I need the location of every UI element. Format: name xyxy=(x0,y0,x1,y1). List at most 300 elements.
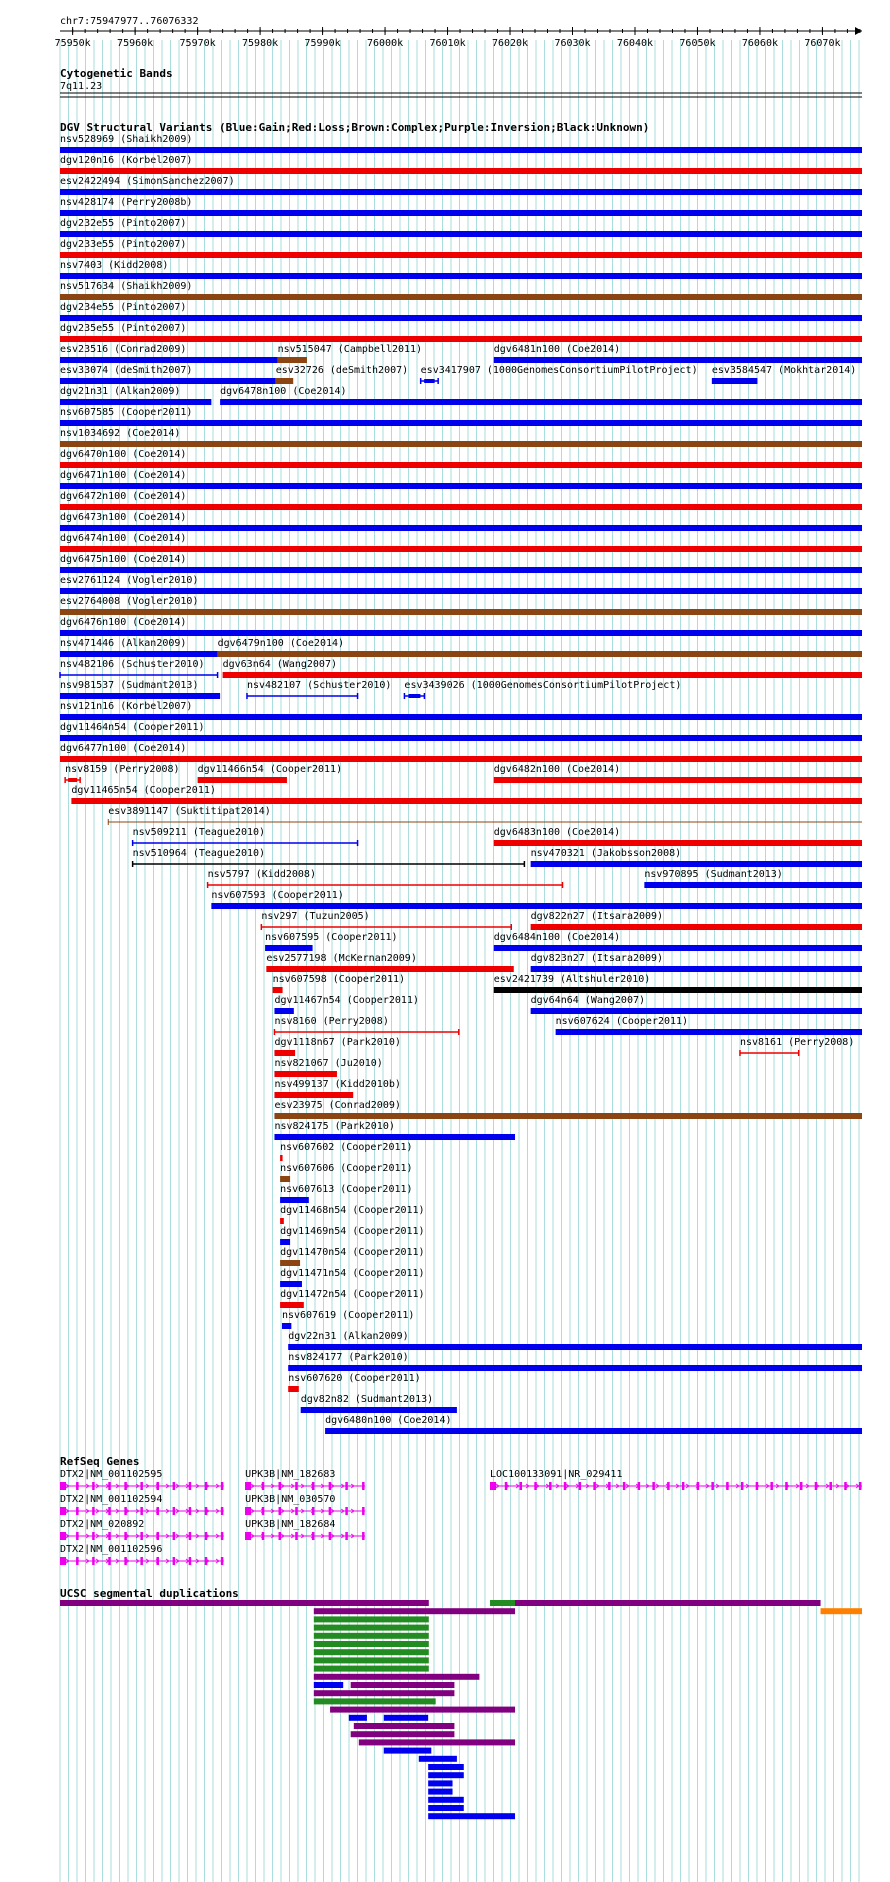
dgv-feature[interactable] xyxy=(280,1184,412,1203)
dgv-feature[interactable] xyxy=(288,1352,862,1371)
gene-exon xyxy=(124,1532,127,1540)
dgv-feature-bar[interactable] xyxy=(494,777,862,783)
refseq-gene[interactable] xyxy=(490,1469,862,1490)
segdup-block[interactable] xyxy=(349,1715,367,1721)
dgv-feature[interactable] xyxy=(280,1163,412,1182)
dgv-feature-bar[interactable] xyxy=(60,336,862,342)
dgv-feature-label: nsv607595 (Cooper2011) xyxy=(265,932,398,943)
dgv-feature-label: dgv6474n100 (Coe2014) xyxy=(60,533,187,544)
gene-exon xyxy=(124,1507,127,1515)
dgv-feature[interactable] xyxy=(60,176,862,195)
dgv-feature[interactable] xyxy=(247,680,392,699)
dgv-feature-bar[interactable] xyxy=(60,630,862,636)
dgv-feature[interactable] xyxy=(494,827,862,846)
gene-exon xyxy=(295,1507,298,1515)
gene-exon xyxy=(92,1482,95,1490)
dgv-feature[interactable] xyxy=(60,554,862,573)
dgv-feature-label: dgv120n16 (Korbel2007) xyxy=(60,155,193,166)
dgv-feature[interactable] xyxy=(288,1331,862,1350)
dgv-feature-bar[interactable] xyxy=(198,777,287,783)
dgv-feature[interactable] xyxy=(60,449,862,468)
dgv-feature[interactable] xyxy=(421,365,698,384)
dgv-feature-bar[interactable] xyxy=(280,1176,290,1182)
segdup-block[interactable] xyxy=(314,1641,429,1647)
dgv-feature-label: esv32726 (deSmith2007) xyxy=(275,365,409,376)
dgv-feature-bar[interactable] xyxy=(274,1113,862,1119)
dgv-feature-bar[interactable] xyxy=(60,546,862,552)
gene-exon xyxy=(173,1507,176,1515)
dgv-feature[interactable] xyxy=(211,890,862,909)
refseq-gene-label: UPK3B|NM_182684 xyxy=(245,1519,336,1530)
gene-exon xyxy=(623,1482,626,1490)
dgv-feature-bar[interactable] xyxy=(60,609,862,615)
gene-exon xyxy=(329,1532,332,1540)
refseq-gene[interactable] xyxy=(60,1519,224,1540)
dgv-feature-label: dgv6470n100 (Coe2014) xyxy=(60,449,187,460)
gene-exon xyxy=(92,1532,95,1540)
dgv-feature[interactable] xyxy=(282,1310,414,1329)
dgv-feature-bar[interactable] xyxy=(280,1197,309,1203)
dgv-feature-bar[interactable] xyxy=(60,756,862,762)
dgv-feature[interactable] xyxy=(280,1247,425,1266)
dgv-feature-bar[interactable] xyxy=(60,252,862,258)
dgv-feature[interactable] xyxy=(60,197,862,216)
dgv-feature-bar[interactable] xyxy=(556,1029,862,1035)
refseq-gene[interactable] xyxy=(60,1469,224,1490)
segdup-block[interactable] xyxy=(428,1805,464,1811)
dgv-feature-label: esv3891147 (Suktitipat2014) xyxy=(108,806,271,817)
gene-exon xyxy=(741,1482,744,1490)
dgv-feature[interactable] xyxy=(404,680,681,699)
dgv-feature[interactable] xyxy=(133,848,525,867)
dgv-feature-bar[interactable] xyxy=(60,420,862,426)
dgv-feature-label: dgv6477n100 (Coe2014) xyxy=(60,743,187,754)
dgv-feature-label: nsv528969 (Shaikh2009) xyxy=(60,134,193,145)
dgv-feature-bar[interactable] xyxy=(280,1302,304,1308)
dgv-feature-bar[interactable] xyxy=(60,147,862,153)
dgv-feature[interactable] xyxy=(276,365,408,384)
segdup-blocks[interactable] xyxy=(60,1600,862,1819)
dgv-feature[interactable] xyxy=(60,365,276,384)
dgv-feature-label: nsv515047 (Campbell2011) xyxy=(277,344,423,355)
dgv-feature-bar[interactable] xyxy=(274,1050,295,1056)
gene-exon xyxy=(279,1507,282,1515)
dgv-feature-bar[interactable] xyxy=(278,357,307,363)
gene-exon xyxy=(140,1482,143,1490)
dgv-feature-label: esv3584547 (Mokhtar2014) xyxy=(711,365,857,376)
dgv-feature[interactable] xyxy=(60,386,211,405)
position-text: chr7:75947977..76076332 xyxy=(60,16,199,27)
gene-exon xyxy=(345,1482,348,1490)
gene-utr xyxy=(60,1482,66,1490)
segdup-block[interactable] xyxy=(490,1600,515,1606)
dgv-feature[interactable] xyxy=(274,995,419,1014)
gene-exon xyxy=(295,1482,298,1490)
dgv-feature-bar[interactable] xyxy=(60,483,862,489)
dgv-feature-bar[interactable] xyxy=(60,441,862,447)
dgv-feature-bar[interactable] xyxy=(273,987,283,993)
dgv-feature[interactable] xyxy=(60,638,218,657)
dgv-feature[interactable] xyxy=(644,869,862,888)
dgv-feature[interactable] xyxy=(60,491,862,510)
gene-utr xyxy=(245,1532,251,1540)
segdup-block[interactable] xyxy=(428,1772,464,1778)
dgv-feature[interactable] xyxy=(494,932,862,951)
segdup-block[interactable] xyxy=(314,1649,429,1655)
dgv-feature[interactable] xyxy=(740,1037,854,1056)
segdup-block[interactable] xyxy=(314,1657,429,1663)
dgv-feature-label: nsv297 (Tuzun2005) xyxy=(261,911,370,922)
dgv-feature-bar[interactable] xyxy=(60,588,862,594)
gene-exon xyxy=(711,1482,714,1490)
dgv-feature-label: dgv11464n54 (Cooper2011) xyxy=(60,722,205,733)
dgv-feature-bar[interactable] xyxy=(218,651,862,657)
segdup-block[interactable] xyxy=(314,1698,436,1704)
segdup-block[interactable] xyxy=(384,1748,431,1754)
dgv-feature-label: esv23516 (Conrad2009) xyxy=(60,344,187,355)
dgv-feature[interactable] xyxy=(60,323,862,342)
gene-exon xyxy=(205,1482,208,1490)
dgv-feature-bar[interactable] xyxy=(494,840,862,846)
dgv-feature[interactable] xyxy=(288,1373,420,1392)
gene-exon xyxy=(362,1507,365,1515)
position-ruler[interactable] xyxy=(55,16,862,49)
ruler-tick-label: 76000k xyxy=(366,38,404,49)
segdup-block[interactable] xyxy=(428,1813,515,1819)
refseq-gene[interactable] xyxy=(245,1494,365,1515)
dgv-feature[interactable] xyxy=(261,911,511,930)
gene-exon xyxy=(534,1482,537,1490)
gene-exon xyxy=(770,1482,773,1490)
dgv-feature-label: nsv7403 (Kidd2008) xyxy=(60,260,169,271)
ruler-tick-label: 76070k xyxy=(804,38,841,49)
dgv-feature-bar[interactable] xyxy=(60,399,211,405)
dgv-feature-bar[interactable] xyxy=(276,378,293,384)
gene-exon xyxy=(362,1532,365,1540)
segdup-block[interactable] xyxy=(351,1731,455,1737)
dgv-feature-bar[interactable] xyxy=(266,966,513,972)
ruler-tick-label: 76050k xyxy=(679,38,716,49)
gene-exon xyxy=(76,1507,79,1515)
dgv-feature-label: dgv64n64 (Wang2007) xyxy=(530,995,646,1006)
refseq-gene-label: DTX2|NM_001102596 xyxy=(60,1544,163,1555)
refseq-gene[interactable] xyxy=(245,1469,365,1490)
dgv-feature-label: dgv82n82 (Sudmant2013) xyxy=(300,1394,434,1405)
segdup-block[interactable] xyxy=(515,1600,821,1606)
segdup-block[interactable] xyxy=(351,1682,455,1688)
segdup-track[interactable] xyxy=(60,1587,862,1819)
dgv-feature-bar[interactable] xyxy=(288,1344,862,1350)
dgv-feature-label: nsv607585 (Cooper2011) xyxy=(60,407,193,418)
dgv-feature-bar[interactable] xyxy=(280,1239,290,1245)
dgv-feature[interactable] xyxy=(265,932,397,951)
refseq-gene-label: UPK3B|NM_030570 xyxy=(245,1494,336,1505)
segdup-block[interactable] xyxy=(314,1682,343,1688)
dgv-feature[interactable] xyxy=(60,743,862,762)
dgv-feature-bar[interactable] xyxy=(531,861,862,867)
dgv-feature[interactable] xyxy=(280,1205,425,1224)
dgv-feature-label: nsv499137 (Kidd2010b) xyxy=(274,1079,401,1090)
dgv-features[interactable] xyxy=(60,134,862,1434)
dgv-feature-label: nsv607593 (Cooper2011) xyxy=(211,890,344,901)
gene-exon xyxy=(726,1482,729,1490)
dgv-feature[interactable] xyxy=(280,1268,425,1287)
dgv-feature-bar[interactable] xyxy=(274,1134,515,1140)
dgv-feature[interactable] xyxy=(280,1289,425,1308)
dgv-feature-bar[interactable] xyxy=(531,966,862,972)
gene-exon xyxy=(520,1482,523,1490)
dgv-track[interactable] xyxy=(60,121,862,1434)
dgv-feature-label: nsv517634 (Shaikh2009) xyxy=(60,281,193,292)
dgv-feature-bar[interactable] xyxy=(282,1323,291,1329)
gene-exon xyxy=(124,1557,127,1565)
segdup-block[interactable] xyxy=(60,1600,429,1606)
dgv-feature-bar[interactable] xyxy=(60,525,862,531)
ruler-tick-label: 76010k xyxy=(429,38,466,49)
dgv-feature[interactable] xyxy=(531,848,862,867)
dgv-feature-label: dgv21n31 (Alkan2009) xyxy=(60,386,181,397)
dgv-feature-label: dgv6479n100 (Coe2014) xyxy=(217,638,345,649)
dgv-feature-label: nsv509211 (Teague2010) xyxy=(132,827,266,838)
dgv-feature-bar[interactable] xyxy=(60,273,862,279)
dgv-feature-bar[interactable] xyxy=(223,672,862,678)
dgv-feature[interactable] xyxy=(60,218,862,237)
segdup-block[interactable] xyxy=(354,1723,455,1729)
dgv-feature[interactable] xyxy=(60,533,862,552)
dgv-feature[interactable] xyxy=(274,1058,382,1077)
dgv-feature-bar[interactable] xyxy=(60,567,862,573)
segdup-block[interactable] xyxy=(314,1608,515,1614)
dgv-feature[interactable] xyxy=(60,155,862,174)
dgv-feature[interactable] xyxy=(325,1415,862,1434)
dgv-feature-label: dgv63n64 (Wang2007) xyxy=(222,659,337,670)
segdup-block[interactable] xyxy=(314,1674,480,1680)
dgv-feature-label: dgv6481n100 (Coe2014) xyxy=(493,344,621,355)
dgv-feature[interactable] xyxy=(60,680,220,699)
dgv-feature-bar[interactable] xyxy=(60,378,276,384)
ruler-arrow-icon xyxy=(855,27,862,35)
gene-exon xyxy=(829,1482,832,1490)
dgv-feature-bar[interactable] xyxy=(301,1407,457,1413)
dgv-feature[interactable] xyxy=(274,1121,515,1140)
dgv-feature[interactable] xyxy=(60,239,862,258)
dgv-feature-bar[interactable] xyxy=(274,1092,353,1098)
dgv-feature-bar[interactable] xyxy=(494,357,862,363)
segdup-block[interactable] xyxy=(428,1780,452,1786)
gene-exon xyxy=(505,1482,508,1490)
dgv-feature-bar[interactable] xyxy=(60,504,862,510)
dgv-feature-bar[interactable] xyxy=(220,399,862,405)
dgv-feature-bar[interactable] xyxy=(60,693,220,699)
dgv-feature[interactable] xyxy=(60,701,862,720)
dgv-feature[interactable] xyxy=(494,974,862,993)
gene-exon xyxy=(221,1532,224,1540)
dgv-feature-bar[interactable] xyxy=(60,168,862,174)
dgv-feature[interactable] xyxy=(494,344,862,363)
segdup-block[interactable] xyxy=(384,1715,428,1721)
dgv-feature[interactable] xyxy=(60,470,862,489)
dgv-feature[interactable] xyxy=(71,785,862,804)
dgv-feature[interactable] xyxy=(60,722,862,741)
segdup-block[interactable] xyxy=(314,1690,455,1696)
segdup-block[interactable] xyxy=(314,1633,429,1639)
dgv-feature-bar[interactable] xyxy=(60,357,278,363)
refseq-gene-label: DTX2|NM_020892 xyxy=(60,1519,145,1530)
dgv-feature-label: nsv482107 (Schuster2010) xyxy=(246,680,392,691)
dgv-feature-bar[interactable] xyxy=(288,1386,299,1392)
dgv-feature-bar[interactable] xyxy=(325,1428,862,1434)
segdup-block[interactable] xyxy=(821,1608,862,1614)
refseq-gene[interactable] xyxy=(60,1494,224,1515)
segdup-block[interactable] xyxy=(428,1789,452,1795)
gene-exon xyxy=(279,1532,282,1540)
cytoband-label: 7q11.23 xyxy=(60,81,103,92)
dgv-feature[interactable] xyxy=(60,344,278,363)
dgv-feature-bar[interactable] xyxy=(274,1071,336,1077)
dgv-feature[interactable] xyxy=(60,260,862,279)
dgv-feature-bar[interactable] xyxy=(60,735,862,741)
dgv-feature[interactable] xyxy=(223,659,862,678)
gene-exon xyxy=(76,1482,79,1490)
dgv-feature-label: nsv428174 (Perry2008b) xyxy=(60,197,193,208)
dgv-feature-label: nsv607606 (Cooper2011) xyxy=(280,1163,413,1174)
dgv-feature[interactable] xyxy=(60,617,862,636)
dgv-feature[interactable] xyxy=(531,911,862,930)
dgv-feature-label: dgv11468n54 (Cooper2011) xyxy=(280,1205,425,1216)
dgv-feature[interactable] xyxy=(60,596,862,615)
dgv-feature-label: nsv1034692 (Coe2014) xyxy=(60,428,181,439)
dgv-feature[interactable] xyxy=(274,1016,458,1035)
gene-exon xyxy=(815,1482,818,1490)
dgv-feature-bar[interactable] xyxy=(60,714,862,720)
dgv-feature-label: nsv482106 (Schuster2010) xyxy=(60,659,205,670)
dgv-feature-bar[interactable] xyxy=(60,651,218,657)
dgv-feature-bar[interactable] xyxy=(494,945,862,951)
refseq-gene[interactable] xyxy=(60,1544,224,1565)
dgv-feature[interactable] xyxy=(60,281,862,300)
gene-exon xyxy=(844,1482,847,1490)
dgv-feature[interactable] xyxy=(301,1394,457,1413)
dgv-feature[interactable] xyxy=(60,659,218,678)
dgv-feature-bar[interactable] xyxy=(280,1281,302,1287)
dgv-feature-label: nsv607620 (Cooper2011) xyxy=(288,1373,421,1384)
ruler-tick-label: 76020k xyxy=(491,38,529,49)
dgv-feature[interactable] xyxy=(494,764,862,783)
dgv-feature[interactable] xyxy=(60,134,862,153)
dgv-feature[interactable] xyxy=(60,575,862,594)
dgv-feature[interactable] xyxy=(60,512,862,531)
gene-exon xyxy=(345,1532,348,1540)
segdup-block[interactable] xyxy=(428,1797,464,1803)
segdup-block[interactable] xyxy=(419,1756,457,1762)
dgv-feature-label: dgv6483n100 (Coe2014) xyxy=(493,827,621,838)
dgv-feature[interactable] xyxy=(280,1226,425,1245)
gene-exon xyxy=(593,1482,596,1490)
refseq-track[interactable] xyxy=(60,1455,862,1565)
dgv-feature-label: dgv6476n100 (Coe2014) xyxy=(60,617,187,628)
dgv-feature-label: dgv233e55 (Pinto2007) xyxy=(60,239,187,250)
segdup-block[interactable] xyxy=(314,1616,429,1622)
dgv-feature-bar[interactable] xyxy=(60,210,862,216)
dgv-feature-bar[interactable] xyxy=(288,1365,862,1371)
dgv-feature[interactable] xyxy=(274,1079,400,1098)
segdup-block[interactable] xyxy=(314,1666,429,1672)
dgv-feature-bar[interactable] xyxy=(274,1008,293,1014)
segdup-block[interactable] xyxy=(359,1739,515,1745)
segdup-block[interactable] xyxy=(314,1625,429,1631)
gene-exon xyxy=(124,1482,127,1490)
dgv-feature-label: dgv6471n100 (Coe2014) xyxy=(60,470,187,481)
dgv-feature-label: dgv6475n100 (Coe2014) xyxy=(60,554,187,565)
gene-exon xyxy=(564,1482,567,1490)
dgv-feature[interactable] xyxy=(198,764,342,783)
ruler-tick-label: 75980k xyxy=(242,38,279,49)
dgv-feature-label: nsv121n16 (Korbel2007) xyxy=(60,701,193,712)
gene-exon xyxy=(682,1482,685,1490)
dgv-feature[interactable] xyxy=(60,428,862,447)
dgv-feature[interactable] xyxy=(208,869,563,888)
dgv-feature-label: nsv470321 (Jakobsson2008) xyxy=(530,848,682,859)
dgv-feature-label: dgv822n27 (Itsara2009) xyxy=(530,911,664,922)
dgv-feature[interactable] xyxy=(273,974,405,993)
refseq-gene[interactable] xyxy=(245,1519,365,1540)
dgv-feature-bar[interactable] xyxy=(60,462,862,468)
ruler-tick-label: 75950k xyxy=(54,38,91,49)
dgv-feature-bar[interactable] xyxy=(280,1155,282,1161)
dgv-feature-bar[interactable] xyxy=(280,1218,284,1224)
gene-utr xyxy=(245,1507,251,1515)
dgv-feature-label: dgv1118n67 (Park2010) xyxy=(274,1037,401,1048)
gene-utr xyxy=(60,1507,66,1515)
dgv-feature-bar[interactable] xyxy=(71,798,862,804)
dgv-feature-bar[interactable] xyxy=(531,924,862,930)
segdup-block[interactable] xyxy=(330,1707,515,1713)
dgv-feature[interactable] xyxy=(274,1037,400,1056)
dgv-feature-bar[interactable] xyxy=(60,231,862,237)
dgv-feature-label: esv2761124 (Vogler2010) xyxy=(60,575,199,586)
dgv-feature[interactable] xyxy=(60,407,862,426)
ruler-tick-label: 76030k xyxy=(554,38,591,49)
dgv-feature[interactable] xyxy=(531,995,862,1014)
dgv-feature-label: dgv11465n54 (Cooper2011) xyxy=(71,785,216,796)
dgv-feature-label: dgv6484n100 (Coe2014) xyxy=(493,932,621,943)
dgv-feature-label: dgv235e55 (Pinto2007) xyxy=(60,323,187,334)
dgv-feature-bar[interactable] xyxy=(211,903,862,909)
dgv-feature-bar[interactable] xyxy=(712,378,758,384)
dgv-feature-bar[interactable] xyxy=(60,189,862,195)
gene-exon xyxy=(329,1507,332,1515)
dgv-feature-bar[interactable] xyxy=(60,315,862,321)
dgv-feature[interactable] xyxy=(60,302,862,321)
dgv-feature[interactable] xyxy=(531,953,862,972)
gene-exon xyxy=(76,1557,79,1565)
dgv-feature-bar[interactable] xyxy=(531,1008,862,1014)
segdup-block[interactable] xyxy=(428,1764,464,1770)
gene-utr xyxy=(60,1557,66,1565)
dgv-feature-bar[interactable] xyxy=(494,987,862,993)
dgv-feature-bar[interactable] xyxy=(60,294,862,300)
dgv-feature-bar[interactable] xyxy=(265,945,312,951)
dgv-feature-label: dgv11472n54 (Cooper2011) xyxy=(280,1289,425,1300)
dgv-feature-bar[interactable] xyxy=(644,882,862,888)
gene-exon xyxy=(140,1507,143,1515)
dgv-feature-bar[interactable] xyxy=(280,1260,300,1266)
dgv-feature[interactable] xyxy=(712,365,857,384)
dgv-feature[interactable] xyxy=(280,1142,412,1161)
dgv-title: DGV Structural Variants (Blue:Gain;Red:Loss;Brown:Complex;Purple:Inversion;Black:Unknown) xyxy=(60,121,650,134)
refseq-genes[interactable] xyxy=(60,1469,862,1565)
cytoband-track[interactable] xyxy=(60,67,862,97)
